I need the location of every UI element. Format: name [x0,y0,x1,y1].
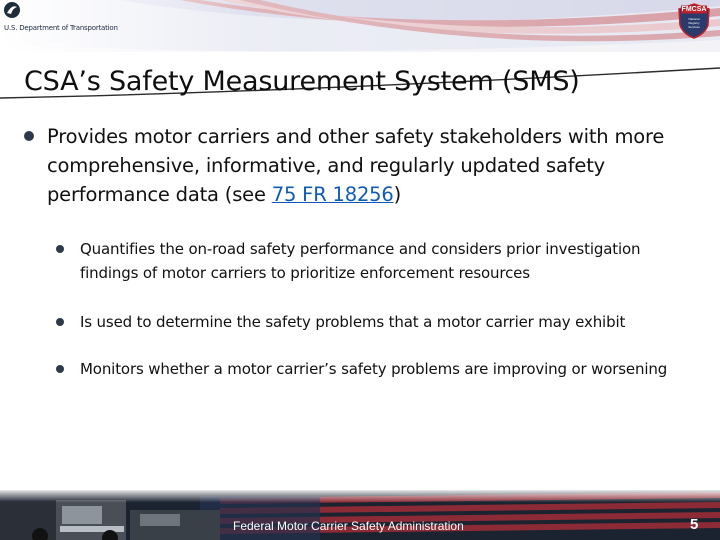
slide-title: CSA’s Safety Measurement System (SMS) [24,66,580,97]
page-number: 5 [690,516,699,533]
bullet-dot-icon [24,131,34,141]
agency-name: U.S. Department of Transportation [4,24,118,32]
seal-name: FMCSA [681,6,707,13]
main-bullet-text-before: Provides motor carriers and other safety stakeholders with more comprehensive, informative, and regularly updated safety performance data (see [47,125,665,206]
sub-bullet-text: Monitors whether a motor carrier’s safety problems are improving or worsening [80,360,668,378]
dot-logo-icon [4,2,20,18]
fmcsa-seal-icon [677,3,711,39]
seal-line-1: National [688,17,700,21]
sub-bullet-text: Quantifies the on-road safety performance and considers prior investigation findings of motor carriers to prioritize enforcement resources [80,240,641,282]
federal-register-link[interactable]: 75 FR 18256 [271,183,394,206]
bullet-dot-icon [56,318,64,326]
bullet-dot-icon [56,365,64,373]
header-banner [0,0,720,52]
main-bullet-text [47,122,697,209]
seal-line-2: Registry [688,21,700,25]
seal-line-3: Services [688,25,700,29]
bullet-dot-icon [56,245,64,253]
footer-agency-name: Federal Motor Carrier Safety Administration [233,519,464,533]
sub-bullet-text: Is used to determine the safety problems that a motor carrier may exhibit [80,313,626,331]
main-bullet-text-after: ) [393,183,401,206]
